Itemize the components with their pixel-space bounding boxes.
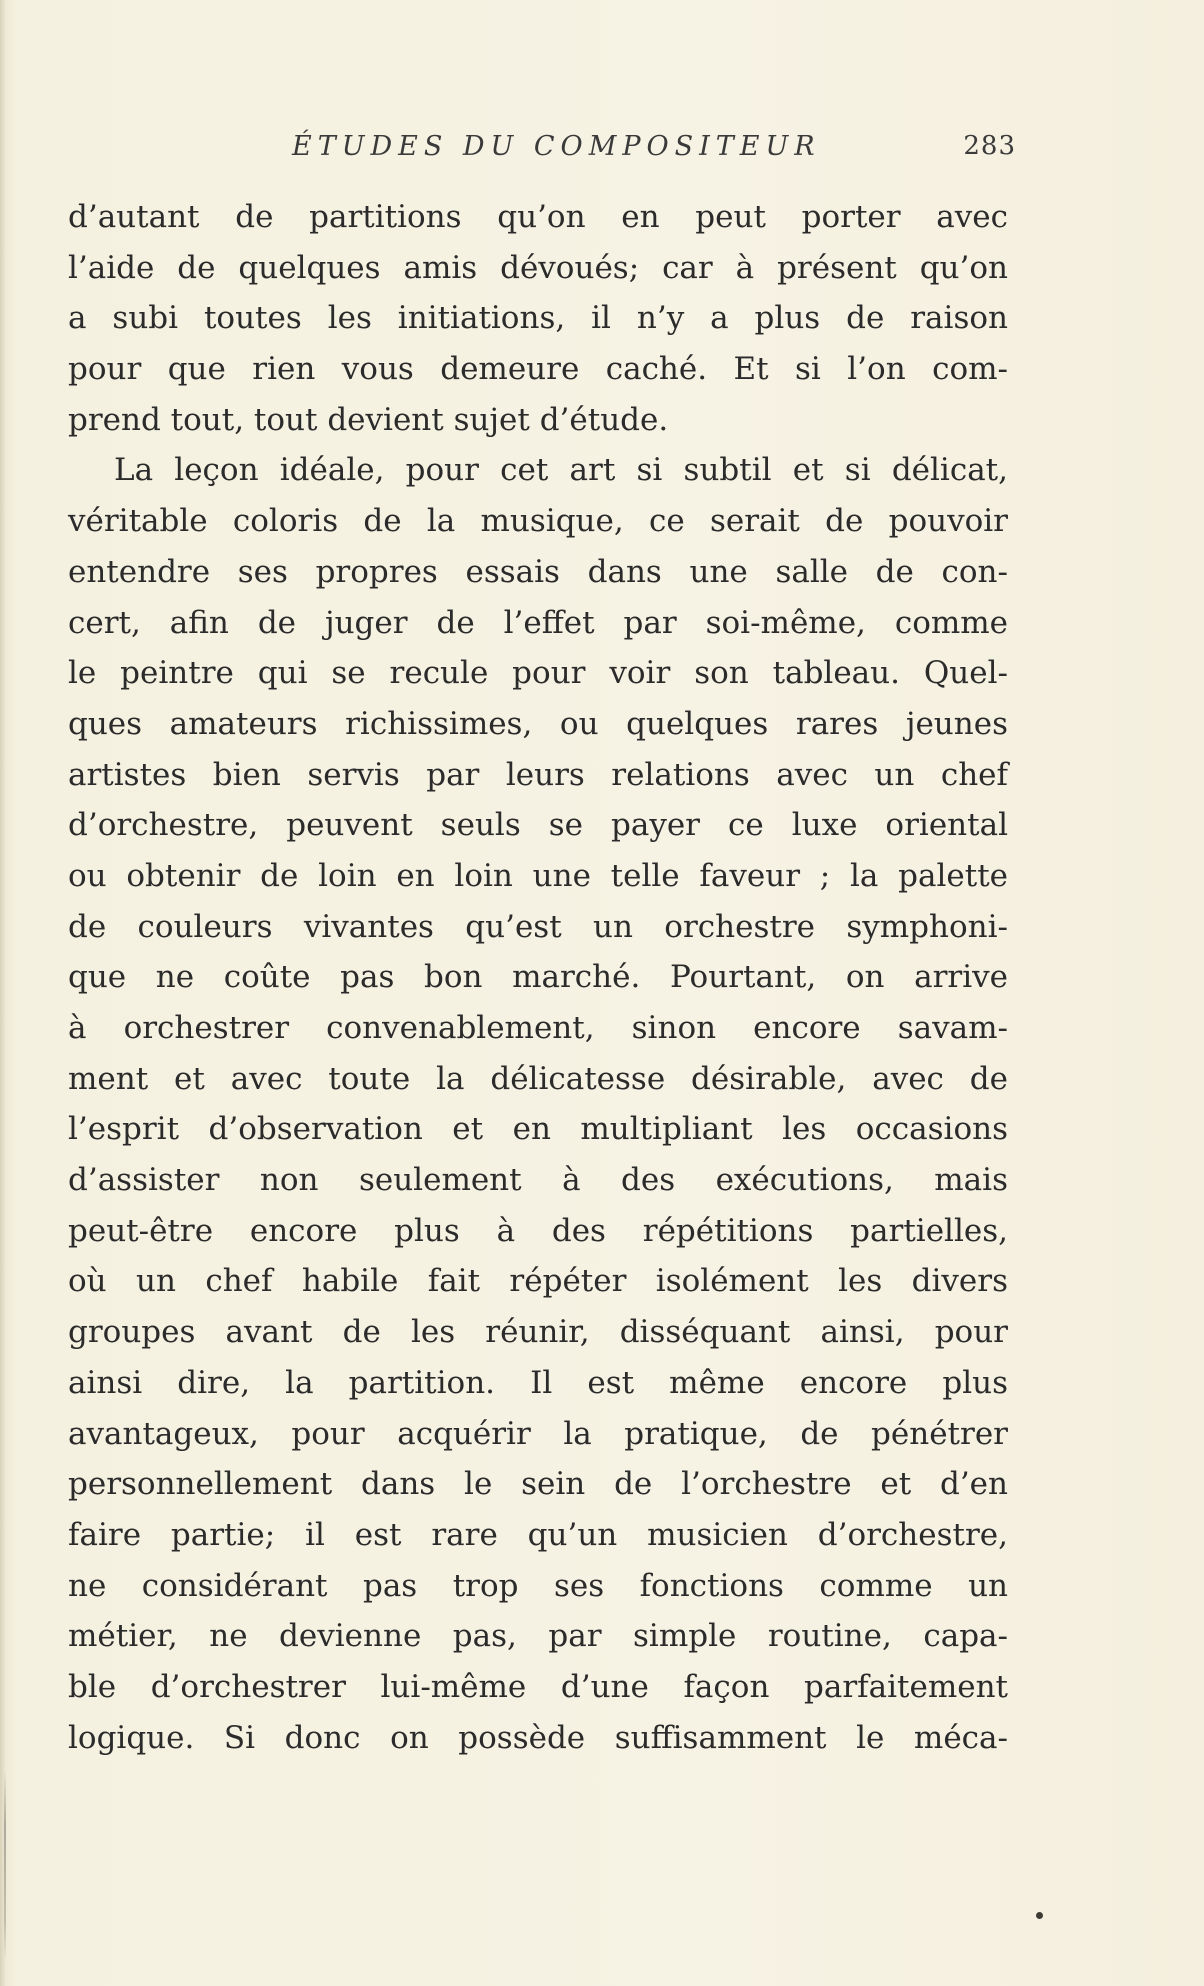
text-line: a subi toutes les initiations, il n’y a plus de raison bbox=[68, 300, 1008, 337]
text-line: pour que rien vous demeure caché. Et si l’on com- bbox=[68, 351, 1008, 388]
text-line: d’assister non seulement à des exécutions, mais bbox=[68, 1162, 1008, 1199]
text-line: où un chef habile fait répéter isolément les divers bbox=[68, 1263, 1008, 1300]
text-line: ou obtenir de loin en loin une telle faveur ; la palette bbox=[68, 857, 1008, 894]
text-line: d’autant de partitions qu’on en peut porter avec bbox=[68, 199, 1008, 235]
text-line: métier, ne devienne pas, par simple routine, capa- bbox=[68, 1618, 1008, 1655]
text-line: l’aide de quelques amis dévoués; car à présent qu’on bbox=[68, 249, 1008, 286]
paragraph-first-line: La leçon idéale, pour cet art si subtil et si délicat, bbox=[114, 452, 1008, 489]
text-line: ne considérant pas trop ses fonctions comme un bbox=[68, 1567, 1008, 1604]
page-gutter-shadow bbox=[0, 0, 6, 1986]
text-line: ainsi dire, la partition. Il est même encore plus bbox=[68, 1364, 1008, 1401]
text-line: avantageux, pour acquérir la pratique, de pénétrer bbox=[68, 1415, 1008, 1452]
text-line: faire partie; il est rare qu’un musicien d’orchestre, bbox=[68, 1516, 1008, 1553]
running-title: ÉTUDES DU COMPOSITEUR bbox=[292, 131, 821, 162]
text-line: de couleurs vivantes qu’est un orchestre symphoni- bbox=[68, 908, 1008, 945]
body-text bbox=[68, 192, 1008, 1763]
text-line: d’orchestre, peuvent seuls se payer ce luxe oriental bbox=[68, 807, 1008, 844]
text-line: le peintre qui se recule pour voir son tableau. Quel- bbox=[68, 655, 1008, 692]
text-line: ques amateurs richissimes, ou quelques rares jeunes bbox=[68, 705, 1008, 742]
text-line: groupes avant de les réunir, disséquant ainsi, pour bbox=[68, 1314, 1008, 1351]
text-line: artistes bien servis par leurs relations avec un chef bbox=[68, 756, 1008, 793]
dust-speck bbox=[1036, 1912, 1043, 1919]
page-number: 283 bbox=[963, 131, 1016, 161]
text-line: prend tout, tout devient sujet d’étude. bbox=[68, 401, 669, 438]
text-line: ment et avec toute la délicatesse désirable, avec de bbox=[68, 1060, 1008, 1097]
text-line: logique. Si donc on possède suffisamment le méca- bbox=[68, 1719, 1008, 1756]
text-line: l’esprit d’observation et en multipliant les occasions bbox=[68, 1111, 1008, 1148]
text-line: peut-être encore plus à des répétitions partielles, bbox=[68, 1212, 1008, 1249]
text-line: véritable coloris de la musique, ce serait de pouvoir bbox=[68, 503, 1008, 540]
margin-scan-mark bbox=[4, 1770, 6, 1960]
text-line: à orchestrer convenablement, sinon encore savam- bbox=[68, 1010, 1008, 1046]
page-header bbox=[68, 131, 1016, 171]
text-line: ble d’orchestrer lui-même d’une façon parfaitement bbox=[68, 1668, 1008, 1705]
text-line: cert, afin de juger de l’effet par soi-même, comme bbox=[68, 604, 1008, 641]
text-line: entendre ses propres essais dans une salle de con- bbox=[68, 553, 1008, 590]
text-line: que ne coûte pas bon marché. Pourtant, on arrive bbox=[68, 959, 1008, 996]
text-line: personnellement dans le sein de l’orchestre et d’en bbox=[68, 1466, 1008, 1503]
